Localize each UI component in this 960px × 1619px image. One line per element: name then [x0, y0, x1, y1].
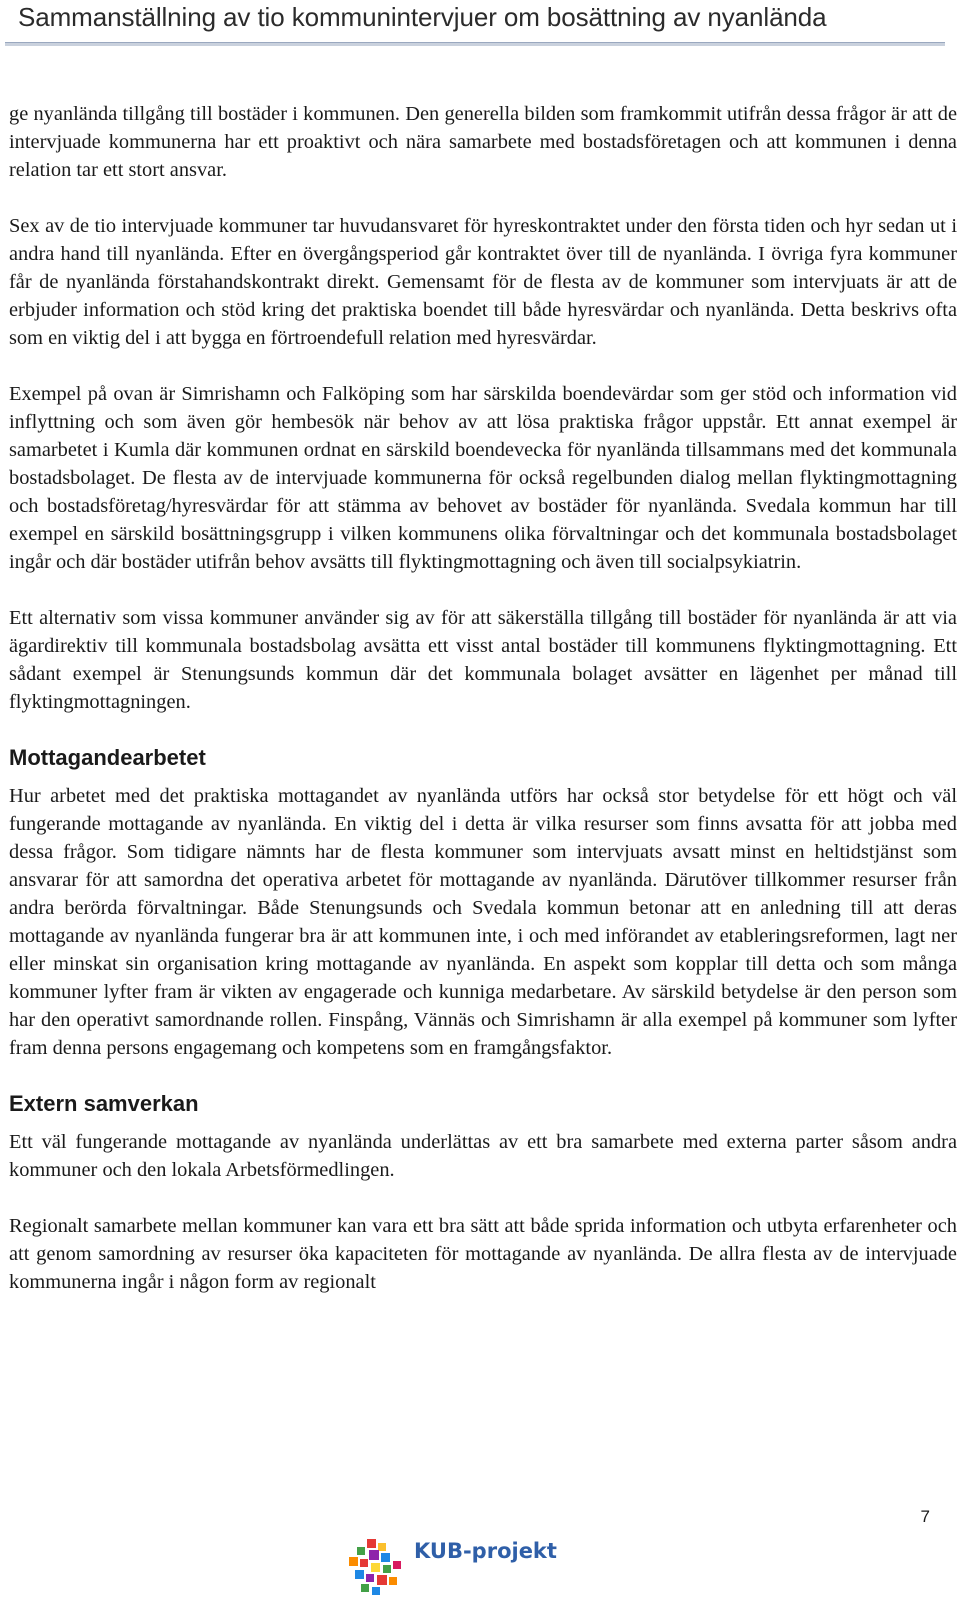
page-footer — [0, 1469, 960, 1619]
paragraph: ge nyanlända tillgång till bostäder i kommunen. Den generella bilden som framkommit utifrån dessa frågor är att de intervjuade kommunerna har ett proaktivt och nära samarbete med bostadsföretagen och att kommunen i denna relation tar ett stort ansvar. — [9, 103, 957, 181]
header-title: Sammanställning av tio kommunintervjuer om bosättning av nyanlända — [18, 2, 827, 32]
page-header — [0, 0, 960, 48]
kub-mosaic-logo-icon — [345, 1537, 405, 1597]
paragraph: Exempel på ovan är Simrishamn och Falköping som har särskilda boendevärdar som ger stöd och information vid inflyttning och som även gör hembesök när behov av att lösa praktiska frågor uppstår. Ett annat exempel är samarbetet i Kumla där kommunen ordnat en särskild boendevecka för nyanlända tillsammans med det kommunala bostadsbolaget. De flesta av de intervjuade kommunerna för också regelbunden dialog mellan flyktingmottagning och bostadsföretag/hyresvärdar för att stämma av behovet av bostäder för nyanlända. Svedala kommun har till exempel en särskild bosättningsgrupp i vilken kommunens olika förvaltningar och det kommunala bostadsbolaget ingår och där bostäder utifrån behov avsätts till flyktingmottagning och även till socialpsykiatrin. — [9, 383, 957, 573]
section-heading-mottagandearbetet: Mottagandearbetet — [9, 745, 206, 770]
paragraph: Ett väl fungerande mottagande av nyanlända underlättas av ett bra samarbete med externa parter såsom andra kommuner och den lokala Arbetsförmedlingen. — [9, 1131, 957, 1181]
section-heading-extern-samverkan: Extern samverkan — [9, 1091, 199, 1116]
paragraph: Ett alternativ som vissa kommuner använder sig av för att säkerställa tillgång till bostäder för nyanlända är att via ägardirektiv till kommunala bostadsbolag avsätta ett visst antal bostäder till kommunens flyktingmottagning. Ett sådant exempel är Stenungsunds kommun där det kommunala bolaget avsätter en lägenhet per månad till flyktingmottagningen. — [9, 607, 957, 713]
header-divider — [5, 42, 945, 46]
kub-projekt-logo-text: KUB-projekt — [414, 1539, 557, 1563]
page-number: 7 — [920, 1507, 930, 1526]
document-body — [9, 100, 957, 1296]
paragraph: Regionalt samarbete mellan kommuner kan vara ett bra sätt att både sprida information och utbyta erfarenheter och att genom samordning av resurser öka kapaciteten för mottagande av nyanlända. De allra flesta av de intervjuade kommunerna ingår i någon form av regionalt — [9, 1215, 957, 1293]
paragraph: Hur arbetet med det praktiska mottagandet av nyanlända utförs har också stor betydelse för ett högt och väl fungerande mottagande av nyanlända. En viktig del i detta är vilka resurser som finns avsatta för att jobba med dessa frågor. Som tidigare nämnts har de flesta kommuner som intervjuats avsatt minst en heltidstjänst som ansvarar för att samordna det operativa arbetet för mottagande av nyanlända. Därutöver tillkommer resurser från andra berörda förvaltningar. Både Stenungsunds och Svedala kommun betonar att en anledning till att deras mottagande av nyanlända fungerar bra är att kommunen inte, i och med införandet av etableringsreformen, lagt ner eller minskat sin organisation kring mottagande av nyanlända. En aspekt som kopplar till detta och som många kommuner lyfter fram är vikten av engagerade och kunniga medarbetare. Av särskild betydelse är den person som har den operativt samordnande rollen. Finspång, Vännäs och Simrishamn är alla exempel på kommuner som lyfter fram denna persons engagemang och kompetens som en framgångsfaktor. — [9, 785, 957, 1059]
paragraph: Sex av de tio intervjuade kommuner tar huvudansvaret för hyreskontraktet under den första tiden och hyr sedan ut i andra hand till nyanlända. Efter en övergångsperiod går kontraktet över till de nyanlända. I övriga fyra kommuner får de nyanlända förstahandskontrakt direkt. Gemensamt för de flesta av de kommuner som intervjuats är att de erbjuder information och stöd kring det praktiska boendet till både hyresvärdar och nyanlända. Detta beskrivs ofta som en viktig del i att bygga en förtroendefull relation med hyresvärdar. — [9, 215, 957, 349]
